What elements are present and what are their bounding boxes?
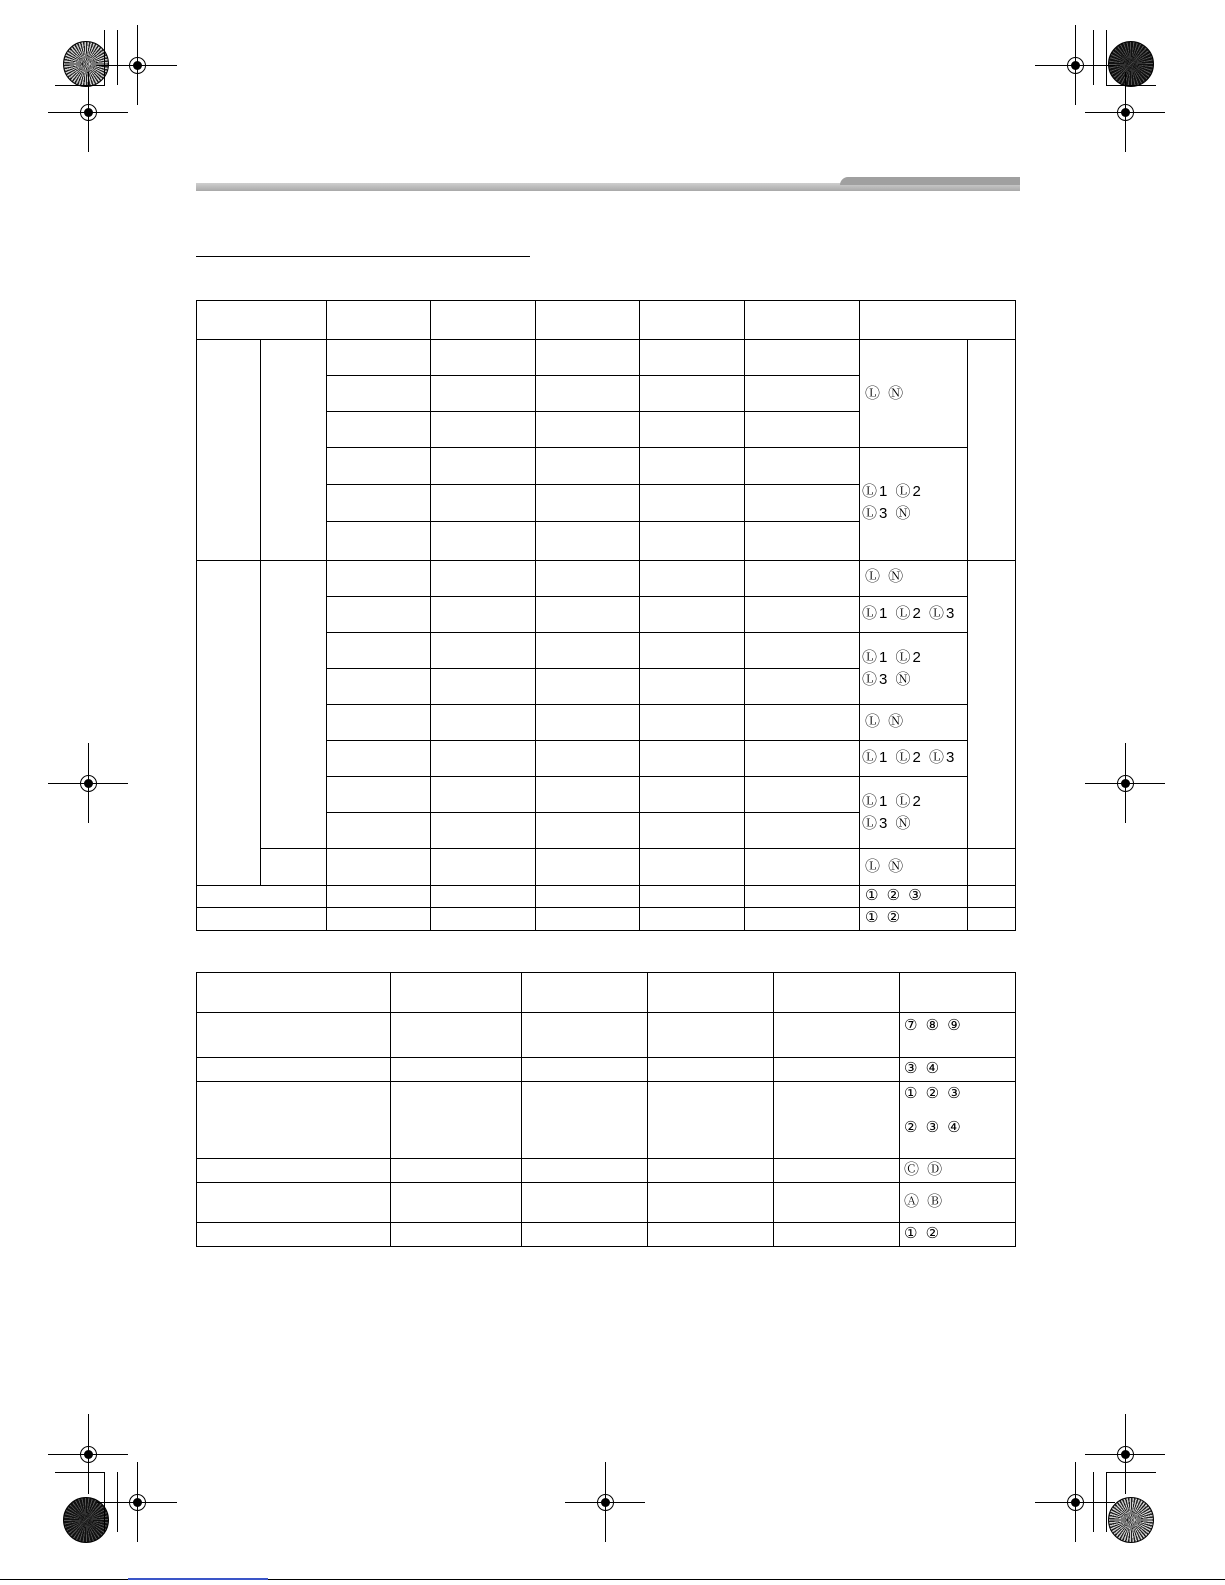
registration-star-bottom-right <box>1108 1497 1154 1543</box>
terminal-symbol: ① ② <box>865 909 903 926</box>
terminal-symbol: Ⓛ1 Ⓛ2 <box>862 793 923 810</box>
table-2-row-line <box>196 1081 1016 1082</box>
terminal-symbol: Ⓛ1 Ⓛ2 Ⓛ3 <box>862 605 957 622</box>
terminal-symbol: Ⓛ Ⓝ <box>865 385 906 402</box>
terminal-symbol: ① ② ③ <box>865 887 924 904</box>
header-tab <box>840 177 1020 185</box>
crop-line <box>104 30 105 85</box>
terminal-symbol: Ⓛ1 Ⓛ2 <box>862 649 923 666</box>
table-2-col-line <box>647 972 648 1247</box>
table-1-col-line <box>430 300 431 931</box>
crop-line <box>55 1472 105 1473</box>
page-header-bar <box>196 183 1020 191</box>
table-1-terminal-rule <box>859 776 968 777</box>
table-1-group-rule <box>196 560 1016 561</box>
table-2-col-line <box>773 972 774 1247</box>
crop-line <box>1093 30 1094 85</box>
terminal-symbol: Ⓛ3 Ⓝ <box>862 815 913 832</box>
terminal-symbol: Ⓛ Ⓝ <box>865 568 906 585</box>
table-2-col-line <box>521 972 522 1247</box>
terminal-symbol: Ⓛ3 Ⓝ <box>862 505 913 522</box>
table-1-row-line <box>326 375 860 376</box>
table-2-border-left <box>196 972 197 1247</box>
table-2-col-line <box>390 972 391 1247</box>
table-1-terminal-rule <box>859 632 968 633</box>
terminal-symbol: ⑦ ⑧ ⑨ <box>904 1017 963 1034</box>
table-1-row-line <box>326 596 860 597</box>
terminal-symbol: ① ② ③ <box>904 1085 963 1102</box>
terminal-symbol: Ⓛ Ⓝ <box>865 858 906 875</box>
table-2-row-line <box>196 1012 1016 1013</box>
table-1-row-line <box>326 484 860 485</box>
table-1-col-line <box>326 300 327 931</box>
terminal-symbol: ② ③ ④ <box>904 1119 963 1136</box>
table-1-border-right <box>1015 300 1016 931</box>
table-1-col-line <box>535 300 536 931</box>
table-2-border-top <box>196 972 1016 973</box>
table-1-terminal-rule <box>859 596 968 597</box>
crop-line <box>117 30 118 85</box>
crop-line <box>55 85 105 86</box>
registration-star-top-right <box>1108 41 1154 87</box>
table-1-border-top <box>196 300 1016 301</box>
registration-star-top-left <box>63 41 109 87</box>
table-1-row-line <box>326 668 860 669</box>
table-2-col-line <box>899 972 900 1247</box>
table-2-row-line <box>196 1158 1016 1159</box>
table-1-row-line <box>326 447 860 448</box>
crop-line <box>1106 1472 1156 1473</box>
terminal-symbol: Ⓛ1 Ⓛ2 Ⓛ3 <box>862 749 957 766</box>
table-1-col-line <box>967 339 968 931</box>
crop-line <box>1106 1472 1107 1532</box>
table-1-header-rule <box>196 339 1016 340</box>
crop-line <box>1093 1472 1094 1532</box>
table-1-col-line <box>639 300 640 931</box>
registration-star-bottom-left <box>63 1497 109 1543</box>
table-2-row-line <box>196 1057 1016 1058</box>
table-1-row-line <box>326 411 860 412</box>
table-1-row-line <box>326 776 860 777</box>
table-1-col-line <box>744 300 745 931</box>
table-1-terminal-rule <box>859 740 968 741</box>
terminal-symbol: Ⓛ3 Ⓝ <box>862 671 913 688</box>
table-1-border-bottom <box>196 930 1016 931</box>
table-2-border-bottom <box>196 1246 1016 1247</box>
table-1-subgroup-rule <box>260 848 1016 849</box>
table-1-terminal-rule <box>859 704 968 705</box>
crop-line <box>1106 30 1107 85</box>
crop-line <box>1106 85 1156 86</box>
section-heading-underline <box>196 256 530 257</box>
table-1-row-line <box>326 632 860 633</box>
terminal-symbol: ③ ④ <box>904 1060 942 1077</box>
footer-link-underline[interactable] <box>128 1578 268 1580</box>
crop-line <box>117 1472 118 1532</box>
table-1-terminal-rule <box>859 447 968 448</box>
terminal-symbol: Ⓛ1 Ⓛ2 <box>862 483 923 500</box>
terminal-symbol: ① ② <box>904 1225 942 1242</box>
crop-line <box>104 1472 105 1532</box>
table-1-col-line <box>260 339 261 885</box>
terminal-symbol: Ⓐ Ⓑ <box>904 1193 945 1210</box>
table-1-row-line <box>326 812 860 813</box>
table-1-row-line <box>326 704 860 705</box>
table-2-row-line <box>196 1182 1016 1183</box>
table-2-border-right <box>1015 972 1016 1247</box>
table-1-col-line <box>859 300 860 931</box>
terminal-symbol: Ⓛ Ⓝ <box>865 713 906 730</box>
table-1-border-left <box>196 300 197 931</box>
table-1-row-line <box>326 521 860 522</box>
table-1-row-line <box>326 740 860 741</box>
terminal-symbol: Ⓒ Ⓓ <box>904 1161 945 1178</box>
table-2-row-line <box>196 1222 1016 1223</box>
